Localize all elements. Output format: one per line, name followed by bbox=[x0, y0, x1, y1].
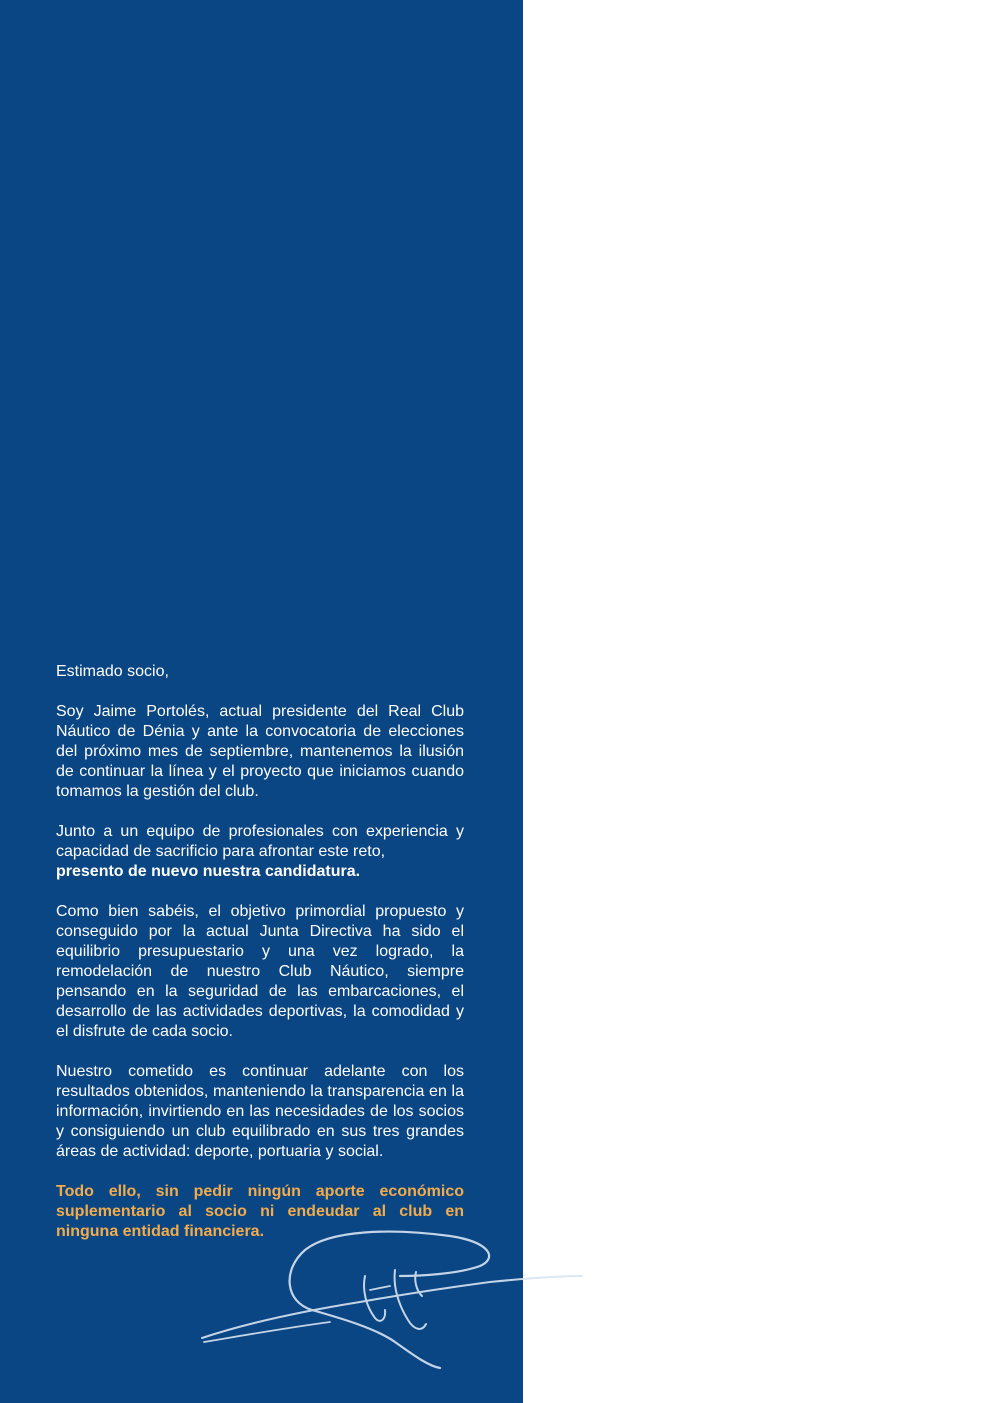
letter-highlight: Todo ello, sin pedir ningún aporte económico suplementario al socio ni endeudar al club en ninguna entidad financiera. bbox=[56, 1183, 464, 1240]
letter-body bbox=[56, 662, 464, 1262]
team-text: Junto a un equipo de profesionales con experiencia y capacidad de sacrificio para afrontar este reto, bbox=[56, 823, 464, 860]
letter-paragraph-team bbox=[56, 822, 464, 882]
letter-greeting: Estimado socio, bbox=[56, 663, 169, 680]
letter-paragraph-mission: Nuestro cometido es continuar adelante con los resultados obtenidos, manteniendo la transparencia en la información, invirtiendo en las necesidades de los socios y consiguiendo un club equilibrado en sus tres grandes áreas de actividad: deporte, portuaria y social. bbox=[56, 1063, 464, 1160]
signature-icon bbox=[190, 1210, 590, 1380]
letter-paragraph-objective: Como bien sabéis, el objetivo primordial propuesto y conseguido por la actual Junta Directiva ha sido el equilibrio presupuestario y una vez logrado, la remodelación de nuestro Club Náutico, siempre pensando en la seguridad de las embarcaciones, el desarrollo de las actividades deportivas, la comodidad y el disfrute de cada socio. bbox=[56, 903, 464, 1040]
letter-paragraph-intro: Soy Jaime Portolés, actual presidente del Real Club Náutico de Dénia y ante la convocatoria de elecciones del próximo mes de septiembre, mantenemos la ilusión de continuar la línea y el proyecto que iniciamos cuando tomamos la gestión del club. bbox=[56, 703, 464, 800]
candidacy-statement: presento de nuevo nuestra candidatura. bbox=[56, 863, 361, 880]
